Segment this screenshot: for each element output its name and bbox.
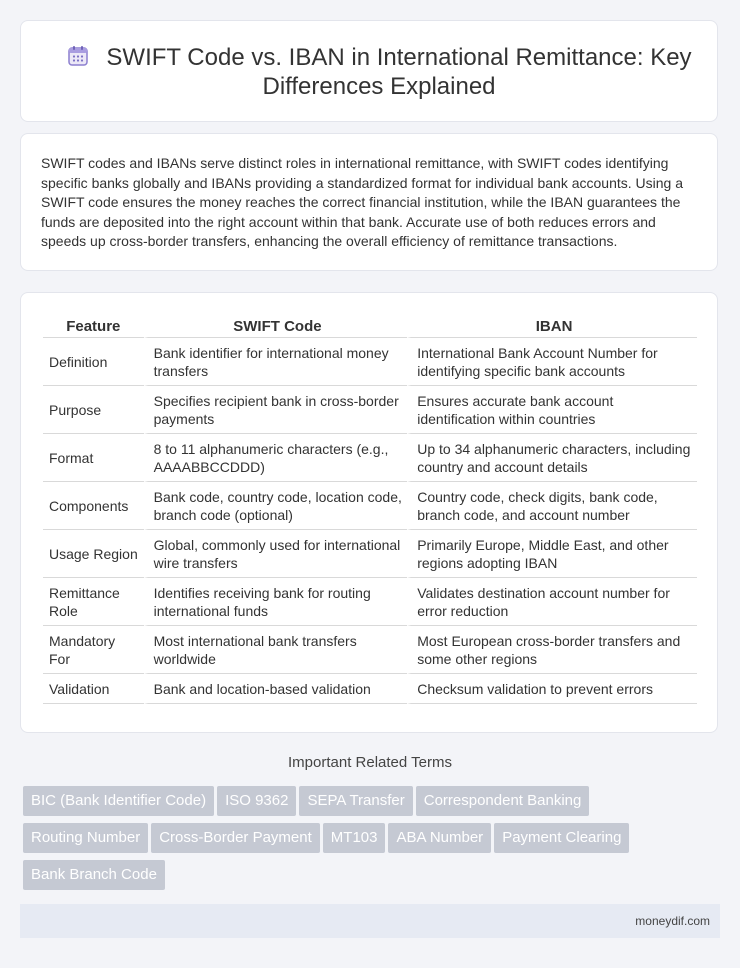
feature-cell: Usage Region xyxy=(43,530,144,578)
feature-cell: Format xyxy=(43,434,144,482)
table-row xyxy=(43,482,697,530)
related-term-tag[interactable]: Payment Clearing xyxy=(494,823,629,853)
comparison-table-card xyxy=(20,292,718,733)
swift-cell: Bank code, country code, location code, branch code (optional) xyxy=(144,482,408,530)
feature-cell: Validation xyxy=(43,674,144,704)
iban-cell: Up to 34 alphanumeric characters, including country and account details xyxy=(407,434,697,482)
swift-cell: Bank identifier for international money transfers xyxy=(144,338,408,386)
iban-cell: Checksum validation to prevent errors xyxy=(407,674,697,704)
related-term-tag[interactable]: ISO 9362 xyxy=(217,786,296,816)
column-header-iban: IBAN xyxy=(407,315,697,338)
column-header-swift: SWIFT Code xyxy=(144,315,408,338)
related-term-tag[interactable]: Routing Number xyxy=(23,823,148,853)
table-row xyxy=(43,386,697,434)
related-term-tag[interactable]: Cross-Border Payment xyxy=(151,823,320,853)
iban-cell: Ensures accurate bank account identification within countries xyxy=(407,386,697,434)
feature-cell: Components xyxy=(43,482,144,530)
summary-text: SWIFT codes and IBANs serve distinct roles in international remittance, with SWIFT codes identifying specific banks globally and IBANs providing a standardized format for individual bank accounts. Using a SWIFT code ensures the money reaches the correct financial institution, while the IBAN guarantees the funds are deposited into the right account within that bank. Accurate use of both reduces errors and speeds up cross-border transfers, enhancing the overall efficiency of remittance transactions. xyxy=(41,155,684,249)
related-term-tag[interactable]: SEPA Transfer xyxy=(299,786,412,816)
table-row xyxy=(43,578,697,626)
page-title-wrap xyxy=(61,43,697,101)
feature-cell: Definition xyxy=(43,338,144,386)
iban-cell: Validates destination account number for error reduction xyxy=(407,578,697,626)
swift-cell: 8 to 11 alphanumeric characters (e.g., AAAABBCCDDD) xyxy=(144,434,408,482)
calendar-icon xyxy=(66,44,90,68)
feature-cell: Remittance Role xyxy=(43,578,144,626)
footer xyxy=(20,904,720,938)
swift-cell: Specifies recipient bank in cross-border payments xyxy=(144,386,408,434)
related-term-tag[interactable]: Bank Branch Code xyxy=(23,860,165,890)
summary-card xyxy=(20,133,718,271)
column-header-feature: Feature xyxy=(43,315,144,338)
table-row xyxy=(43,674,697,704)
table-row xyxy=(43,434,697,482)
swift-cell: Most international bank transfers worldwide xyxy=(144,626,408,674)
related-terms-list xyxy=(23,786,703,897)
related-term-tag[interactable]: BIC (Bank Identifier Code) xyxy=(23,786,214,816)
related-terms-title: Important Related Terms xyxy=(288,754,452,771)
feature-cell: Mandatory For xyxy=(43,626,144,674)
table-row xyxy=(43,530,697,578)
feature-cell: Purpose xyxy=(43,386,144,434)
related-term-tag[interactable]: MT103 xyxy=(323,823,386,853)
iban-cell: International Bank Account Number for identifying specific bank accounts xyxy=(407,338,697,386)
iban-cell: Most European cross-border transfers and some other regions xyxy=(407,626,697,674)
title-card xyxy=(20,20,718,122)
swift-cell: Identifies receiving bank for routing international funds xyxy=(144,578,408,626)
footer-site: moneydif.com xyxy=(635,914,710,928)
comparison-table xyxy=(43,315,697,704)
related-term-tag[interactable]: ABA Number xyxy=(388,823,491,853)
iban-cell: Country code, check digits, bank code, branch code, and account number xyxy=(407,482,697,530)
swift-cell: Global, commonly used for international wire transfers xyxy=(144,530,408,578)
swift-cell: Bank and location-based validation xyxy=(144,674,408,704)
table-header-row xyxy=(43,315,697,338)
related-term-tag[interactable]: Correspondent Banking xyxy=(416,786,590,816)
page-title: SWIFT Code vs. IBAN in International Remittance: Key Differences Explained xyxy=(106,44,692,100)
table-row xyxy=(43,338,697,386)
table-row xyxy=(43,626,697,674)
iban-cell: Primarily Europe, Middle East, and other regions adopting IBAN xyxy=(407,530,697,578)
